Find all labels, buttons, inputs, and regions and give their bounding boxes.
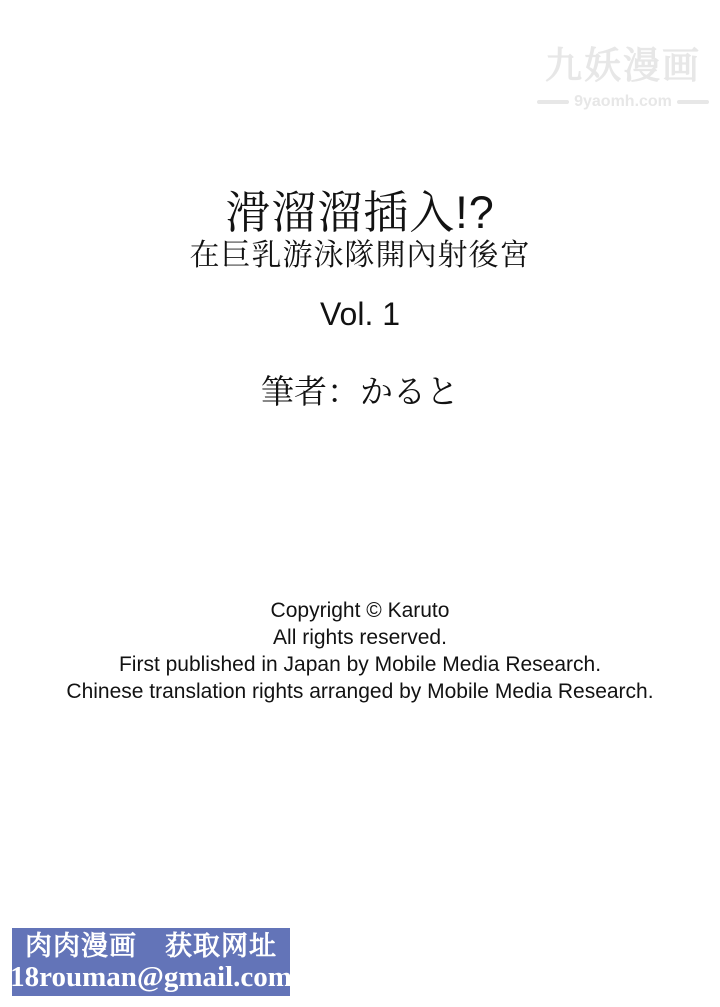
copyright-line-4: Chinese translation rights arranged by Mobile Media Research. xyxy=(66,680,654,703)
watermark-brand-text: 九妖漫画 xyxy=(545,45,701,86)
watermark-right-dash xyxy=(677,100,709,104)
copyright-block xyxy=(0,597,720,705)
author-credit: 筆者：かると xyxy=(261,373,459,410)
series-subtitle: 在巨乳游泳隊開內射後宮 xyxy=(189,238,531,272)
promo-banner xyxy=(12,928,290,996)
promo-banner-text: 肉肉漫画 获取网址 xyxy=(25,930,277,961)
copyright-line-1: Copyright © Karuto xyxy=(270,599,450,622)
promo-email-text: 18rouman@gmail.com xyxy=(10,960,292,993)
watermark-left-dash xyxy=(537,100,569,104)
copyright-line-2: All rights reserved. xyxy=(273,626,447,649)
series-title: 滑溜溜插入!? xyxy=(225,187,495,239)
site-watermark xyxy=(534,46,712,111)
watermark-domain-text: 9yaomh.com xyxy=(574,92,672,110)
copyright-line-3: First published in Japan by Mobile Media Research. xyxy=(118,653,602,676)
watermark-domain-row xyxy=(534,93,712,111)
volume-number: Vol. 1 xyxy=(319,296,401,332)
